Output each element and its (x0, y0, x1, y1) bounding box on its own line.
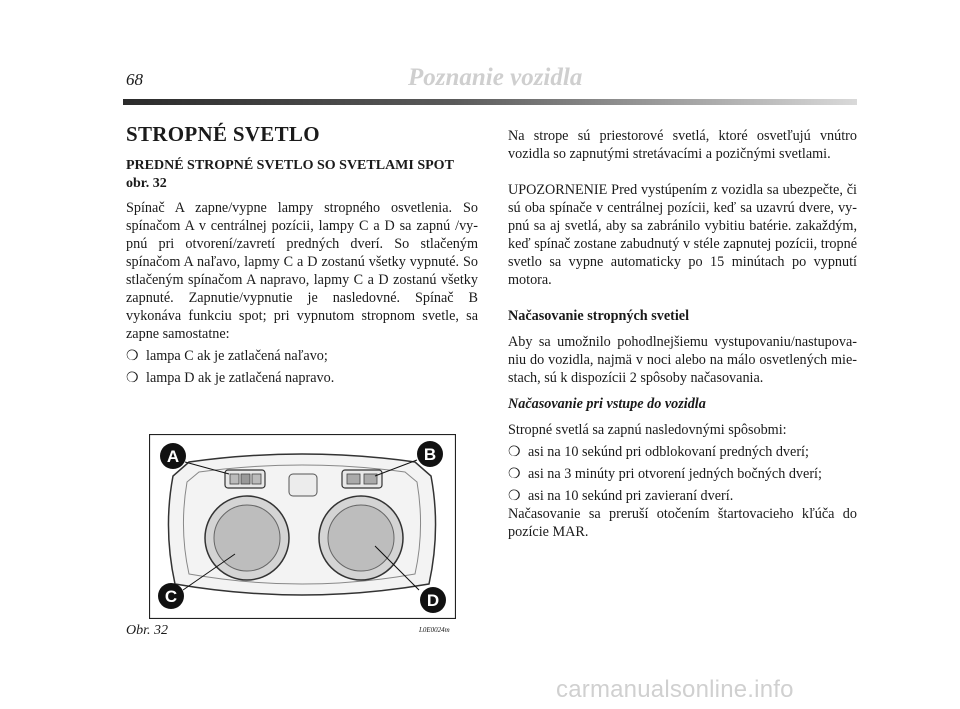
ring-bullet-icon: ❍ (508, 466, 521, 482)
ceiling-light-figure (149, 434, 456, 619)
section-title: STROPNÉ SVETLO (126, 122, 320, 146)
closing-text: Načasovanie sa preruší otočením štartovacieho kľúča do pozície MAR. (508, 506, 857, 540)
timing-heading: Načasovanie stropných svetiel (508, 308, 690, 324)
subheading-line-1: PREDNÉ STROPNÉ SVETLO SO SVETLAMI SPOT (126, 158, 454, 173)
callout-a-label: A (166, 447, 180, 466)
list-item (508, 487, 857, 505)
callout-c (158, 583, 184, 609)
list-item-text: lampa D ak je zatlačená napravo. (146, 370, 335, 386)
right-column (508, 127, 857, 541)
page-number: 68 (126, 70, 143, 89)
callout-c-label: C (164, 587, 178, 606)
switch-a (225, 470, 265, 488)
subheading (126, 157, 478, 193)
callout-d-label: D (426, 591, 440, 610)
ring-bullet-icon: ❍ (126, 370, 139, 386)
lamp-d (319, 496, 403, 580)
list-item-text: asi na 10 sekúnd pri odblokovaní predných dverí; (528, 444, 809, 460)
left-column (126, 122, 478, 387)
warning-text: UPOZORNENIE Pred vystúpením z vozidla sa ubezpečte, či sú oba spínače v centrálnej pozícii, keď sa uzavrú dvere, vypnú sa aj svetlá, aby sa zabránilo vybitiu batérie. zakaždým, keď spínač zostane zabudnutý v stéle zapnutej pozícii, tropné svetlo sa vypne automaticky po 15 minútach po vypnutí motora. (508, 182, 857, 288)
entry-text: Stropné svetlá sa zapnú nasledovnými spôsobmi: (508, 422, 787, 438)
watermark: carmanualsonline.info (556, 676, 794, 703)
subheading-line-2: obr. 32 (126, 176, 167, 191)
list-item (508, 465, 857, 483)
ring-bullet-icon: ❍ (126, 348, 139, 364)
figure-code: L0E0024m (419, 626, 450, 634)
callout-b (417, 441, 443, 467)
list-item-text: lampa C ak je zatlačená naľavo; (146, 348, 328, 364)
ring-bullet-icon: ❍ (508, 488, 521, 504)
figure-caption: Obr. 32 (126, 623, 169, 638)
lamp-c (205, 496, 289, 580)
callout-b-label: B (423, 445, 437, 464)
list-item (508, 443, 857, 461)
list-item (126, 347, 478, 365)
callout-d (420, 587, 446, 613)
intro-text: Na strope sú priestorové svetlá, ktoré osvetľujú vnútro vozidla so zapnutými stretávacími a pozičnými svetlami. (508, 128, 857, 162)
timing-text: Aby sa umožnilo pohodlnejšiemu vystupovaniu/nastupovaniu do vozidla, najmä v noci alebo na málo osvetlených miestach, sú k dispozícii 2 spôsoby načasovania. (508, 334, 857, 386)
switch-description: Spínač A zapne/vypne lampy stropného osvetlenia. So spínačom A v centrálnej pozícii, lampy C a D sa zapnú /vypnú pri otvorení/zavretí predných dverí. So stlačeným spínačom A naľavo, lapmy C a D zostanú všetky vypnuté. So stlačeným spínačom A napravo, lapmy C a D zostanú všetky zapnuté. Zapnutie/vypnutie je nasledovné. Spínač B vykonáva funkciu spot; pri vypnutom stropnom svetle, sa zapne samostatne: (126, 200, 478, 342)
callout-a (160, 443, 186, 469)
list-item-text: asi na 3 minúty pri otvorení jedných bočných dverí; (528, 466, 822, 482)
header-rule (123, 99, 857, 105)
list-item (126, 369, 478, 387)
entry-heading: Načasovanie pri vstupe do vozidla (508, 396, 706, 412)
switch-b (342, 470, 382, 488)
running-title: Poznanie vozidla (408, 64, 583, 91)
ring-bullet-icon: ❍ (508, 444, 521, 460)
center-module (289, 474, 317, 496)
list-item-text: asi na 10 sekúnd pri zavieraní dverí. (528, 488, 734, 504)
